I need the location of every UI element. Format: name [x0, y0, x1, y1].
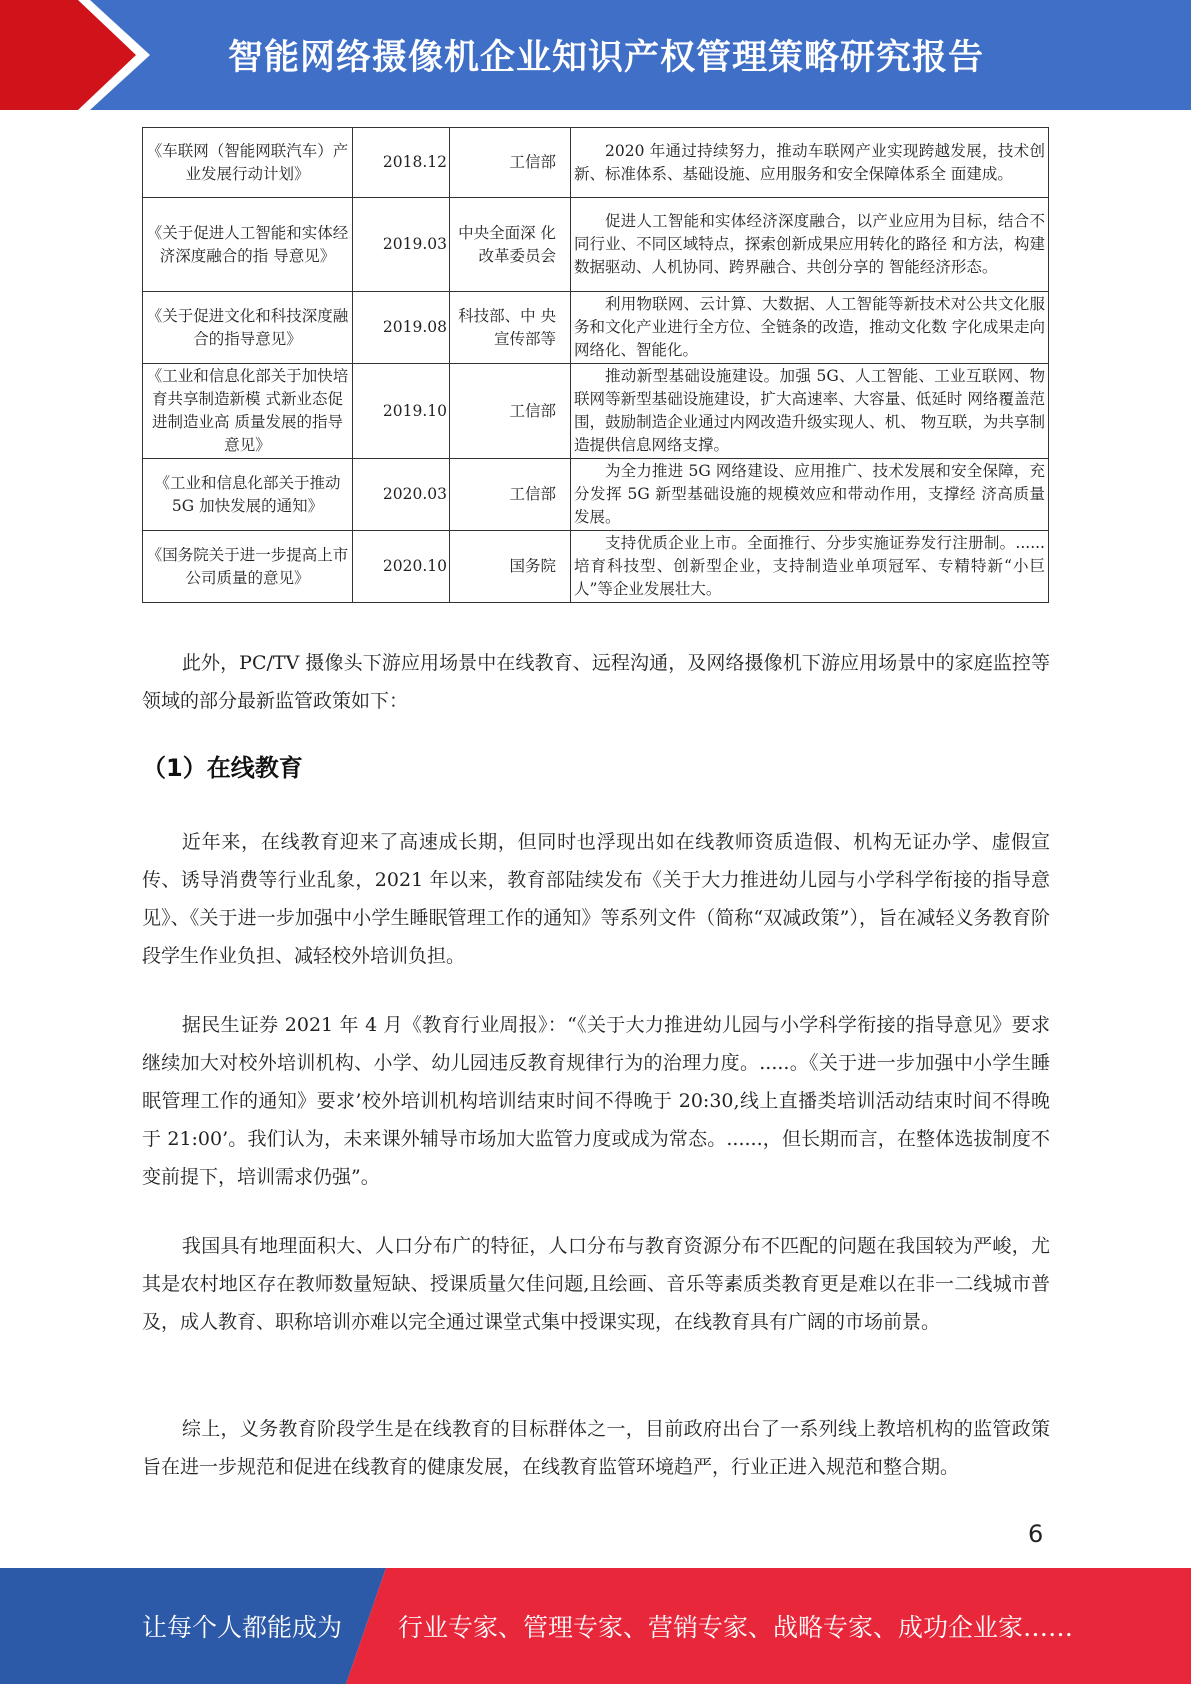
table-row	[143, 531, 1049, 603]
policy-name: 《车联网（智能网联汽车）产业发展行动计划》	[143, 128, 353, 198]
policy-description: 利用物联网、云计算、大数据、人工智能等新技术对公共文化服务和文化产业进行全方位、全链条的改造，推动文化数 字化成果走向网络化、智能化。	[571, 292, 1049, 364]
footer-slogan-right: 行业专家、管理专家、营销专家、战略专家、成功企业家……	[398, 1613, 1074, 1642]
policy-name: 《工业和信息化部关于加快培育共享制造新模 式新业态促进制造业高 质量发展的指导意见》	[143, 364, 353, 459]
table-row	[143, 364, 1049, 459]
policy-date: 2018.12	[353, 128, 450, 198]
policy-date: 2019.03	[353, 198, 450, 292]
report-title: 智能网络摄像机企业知识产权管理策略研究报告	[228, 38, 985, 78]
policy-description: 2020 年通过持续努力，推动车联网产业实现跨越发展，技术创新、标准体系、基础设施、应用服务和安全保障体系全 面建成。	[571, 128, 1049, 198]
policy-department: 工信部	[450, 459, 571, 531]
policy-description: 为全力推进 5G 网络建设、应用推广、技术发展和安全保障，充分发挥 5G 新型基础设施的规模效应和带动作用，支撑经 济高质量发展。	[571, 459, 1049, 531]
policy-department: 工信部	[450, 128, 571, 198]
policy-department: 科技部、中 央宣传部等	[450, 292, 571, 364]
table-row	[143, 198, 1049, 292]
policy-description: 促进人工智能和实体经济深度融合，以产业应用为目标，结合不同行业、不同区域特点，探索创新成果应用转化的路径 和方法，构建数据驱动、人机协同、跨界融合、共创分享的 智能经济形态。	[571, 198, 1049, 292]
policy-description: 支持优质企业上市。全面推行、分步实施证券发行注册制。......培育科技型、创新型企业，支持制造业单项冠军、专精特新“小巨人”等企业发展壮大。	[571, 531, 1049, 603]
policy-name: 《关于促进文化和科技深度融合的指导意见》	[143, 292, 353, 364]
section-heading: （1）在线教育	[142, 754, 303, 782]
body-paragraph: 综上，义务教育阶段学生是在线教育的目标群体之一，目前政府出台了一系列线上教培机构的监管政策旨在进一步规范和促进在线教育的健康发展，在线教育监管环境趋严，行业正进入规范和整合期。	[142, 1418, 1050, 1478]
footer-slogan-left: 让每个人都能成为	[142, 1613, 343, 1642]
page-footer	[0, 1568, 1191, 1684]
table-row	[143, 459, 1049, 531]
policy-date: 2020.10	[353, 531, 450, 603]
policy-date: 2020.03	[353, 459, 450, 531]
policy-name: 《国务院关于进一步提高上市公司质量的意见》	[143, 531, 353, 603]
policy-department: 国务院	[450, 531, 571, 603]
policy-date: 2019.10	[353, 364, 450, 459]
intro-paragraph: 此外，PC/TV 摄像头下游应用场景中在线教育、远程沟通，及网络摄像机下游应用场景中的家庭监控等领域的部分最新监管政策如下：	[142, 652, 1050, 712]
policy-date: 2019.08	[353, 292, 450, 364]
table-row	[143, 128, 1049, 198]
header-arrow-decoration	[0, 0, 260, 110]
page-number: 6	[1028, 1520, 1044, 1548]
policy-table	[142, 127, 1049, 603]
policy-description: 推动新型基础设施建设。加强 5G、人工智能、工业互联网、物联网等新型基础设施建设，扩大高速率、大容量、低延时 网络覆盖范围，鼓励制造企业通过内网改造升级实现人、机、 物互联，为共享制造提供信息网络支撑。	[571, 364, 1049, 459]
policy-name: 《关于促进人工智能和实体经济深度融合的指 导意见》	[143, 198, 353, 292]
body-paragraph: 近年来，在线教育迎来了高速成长期，但同时也浮现出如在线教师资质造假、机构无证办学、虚假宣传、诱导消费等行业乱象，2021 年以来，教育部陆续发布《关于大力推进幼儿园与小学科学衔接的指导意见》、《关于进一步加强中小学生睡眠管理工作的通知》等系列文件（简称“双减政策”），旨在减轻义务教育阶段学生作业负担、减轻校外培训负担。	[142, 831, 1050, 967]
policy-department: 中央全面深 化改革委员会	[450, 198, 571, 292]
policy-department: 工信部	[450, 364, 571, 459]
table-row	[143, 292, 1049, 364]
page-header	[0, 0, 1191, 110]
body-paragraph: 据民生证券 2021 年 4 月《教育行业周报》：“《关于大力推进幼儿园与小学科学衔接的指导意见》要求继续加大对校外培训机构、小学、幼儿园违反教育规律行为的治理力度。.....。《关于进一步加强中小学生睡眠管理工作的通知》要求’校外培训机构培训结束时间不得晚于 20:30,线上直播类培训活动结束时间不得晚于 21:00’。我们认为，未来课外辅导市场加大监管力度或成为常态。......，但长期而言，在整体选拔制度不变前提下，培训需求仍强”。	[142, 1014, 1050, 1188]
policy-name: 《工业和信息化部关于推动 5G 加快发展的通知》	[143, 459, 353, 531]
body-paragraph: 我国具有地理面积大、人口分布广的特征，人口分布与教育资源分布不匹配的问题在我国较为严峻，尤其是农村地区存在教师数量短缺、授课质量欠佳问题,且绘画、音乐等素质类教育更是难以在非一二线城市普及，成人教育、职称培训亦难以完全通过课堂式集中授课实现，在线教育具有广阔的市场前景。	[142, 1235, 1050, 1333]
